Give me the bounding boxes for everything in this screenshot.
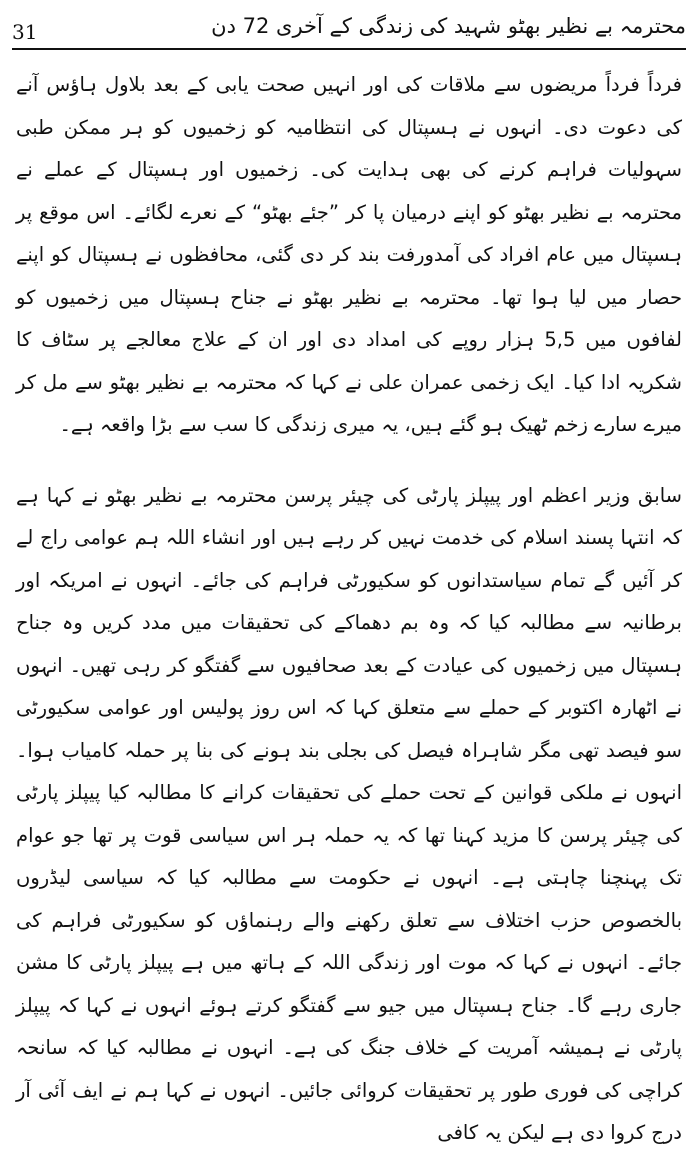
page-header bbox=[12, 6, 686, 52]
paragraph-press-statement: سابق وزیر اعظم اور پیپلز پارٹی کی چیئر پرسن محترمہ بے نظیر بھٹو نے کہا ہے کہ انتہا پسند اسلام کی خدمت نہیں کر رہے ہیں اور انشاء اللہ ہم عوامی راج لے کر آئیں گے تمام سیاستدانوں کو سکیورٹی فراہم کی جائے۔ انہوں نے امریکہ اور برطانیہ سے مطالبہ کیا کہ وہ بم دھماکے کی تحقیقات میں مدد کریں وہ جناح ہسپتال میں زخمیوں کی عیادت کے بعد صحافیوں سے گفتگو کر رہی تھیں۔ انہوں نے اٹھارہ اکتوبر کے حملے سے متعلق کہا کہ اس روز پولیس اور عوامی سکیورٹی سو فیصد تھی مگر شاہراہ فیصل کی بجلی بند ہونے کی بنا پر حملہ کامیاب ہوا۔ انہوں نے ملکی قوانین کے تحت حملے کی تحقیقات کرانے کا مطالبہ کیا پیپلز پارٹی کی چیئر پرسن کا مزید کہنا تھا کہ یہ حملہ ہر اس سیاسی قوت پر تھا جو عوام تک پہنچنا چاہتی ہے۔ انہوں نے حکومت سے مطالبہ کیا کہ سیاسی لیڈروں بالخصوص حزب اختلاف سے تعلق رکھنے والے رہنماؤں کو سکیورٹی فراہم کی جائے۔ انہوں نے کہا کہ موت اور زندگی اللہ کے ہاتھ میں ہے پیپلز پارٹی کا مشن جاری رہے گا۔ جناح ہسپتال میں جیو سے گفتگو کرتے ہوئے انہوں نے کہا کہ پیپلز پارٹی نے ہمیشہ آمریت کے خلاف جنگ کی ہے۔ انہوں نے مطالبہ کیا کہ سانحہ کراچی کی فوری طور پر تحقیقات کروائی جائیں۔ انہوں نے کہا ہم نے ایف آئی آر درج کروا دی ہے لیکن یہ کافی bbox=[16, 483, 682, 1144]
header-rule bbox=[12, 48, 686, 50]
running-title: محترمہ بے نظیر بھٹو شہید کی زندگی کے آخری 72 دن bbox=[211, 14, 686, 38]
paragraph-hospital-visit: فرداً فرداً مریضوں سے ملاقات کی اور انہیں صحت یابی کے بعد بلاول ہاؤس آنے کی دعوت دی۔ انہوں نے ہسپتال کی انتظامیہ کو زخمیوں کو ہر ممکن طبی سہولیات فراہم کرنے کی بھی ہدایت کی۔ زخمیوں اور ہسپتال کے عملے نے محترمہ بے نظیر بھٹو کو اپنے درمیان پا کر ”جئے بھٹو“ کے نعرے لگائے۔ اس موقع پر ہسپتال میں عام افراد کی آمدورفت بند کر دی گئی، محافظوں نے ہسپتال کو اپنے حصار میں لیا ہوا تھا۔ محترمہ بے نظیر بھٹو نے جناح ہسپتال میں زخمیوں کو لفافوں میں 5,5 ہزار روپے کی امداد دی اور ان کے علاج معالجے پر سٹاف کا شکریہ ادا کیا۔ ایک زخمی عمران علی نے کہا کہ محترمہ بے نظیر بھٹو سے مل کر میرے سارے زخم ٹھیک ہو گئے ہیں، یہ میری زندگی کا سب سے بڑا واقعہ ہے۔ bbox=[16, 73, 682, 436]
body-text bbox=[16, 64, 682, 1155]
page-number: 31 bbox=[12, 20, 38, 44]
